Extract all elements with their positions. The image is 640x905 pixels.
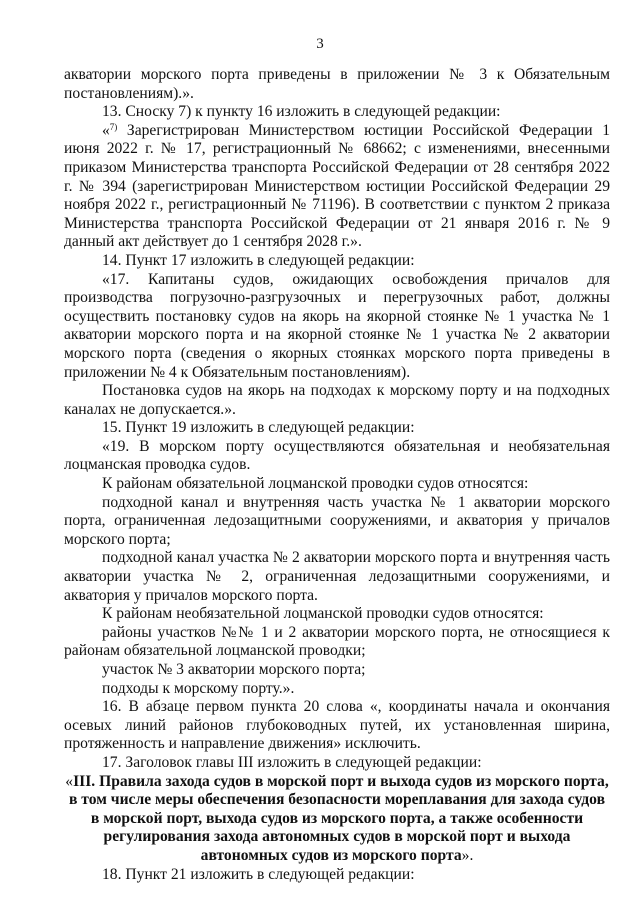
paragraph-item-17: 17. Заголовок главы III изложить в следующей редакции: <box>102 753 482 771</box>
paragraph-mandatory-area-2: подходной канал участка № 2 акватории морского порта и внутренняя часть акватории участка № 2, ограниченная ледозащитными сооружениями, и акватория у причалов морского порта. <box>64 549 610 604</box>
paragraph-item-14: 14. Пункт 17 изложить в следующей редакции: <box>102 251 415 269</box>
page-number: 3 <box>316 36 324 52</box>
paragraph-optional-area-3: подходы к морскому порту.». <box>102 679 295 697</box>
chapter-heading-text: III. Правила захода судов в морской порт и выхода судов из морского порта, в том числе меры обеспечения безопасности мореплавания для захода судов в морской порт, выхода судов из морского порта, а также особенности регулирования захода автономных судов в морской порт и выхода автономных судов из морского порта <box>68 772 609 864</box>
chapter-heading-close-quote: ». <box>461 846 474 864</box>
paragraph-point-17: «17. Капитаны судов, ожидающих освобождения причалов для производства погрузочно-разгрузочных и перегрузочных работ, должны осуществить постановку судов на якорь на якорной стоянке № 1 участка № 1 акватории морского порта и на якорной стоянке № 1 участка № 2 акватории морского порта (сведения о якорных стоянках морского порта приведены в приложении № 4 к Обязательным постановлениям). <box>64 270 610 381</box>
paragraph-optional-area-1: районы участков №№ 1 и 2 акватории морского порта, не относящиеся к районам обязательной лоцманской проводки; <box>64 623 610 660</box>
chapter-heading-open-quote: « <box>65 772 74 790</box>
paragraph-mandatory-area-1: подходной канал и внутренняя часть участка № 1 акватории морского порта, ограниченная ледозащитными сооружениями, и акватория у причалов морского порта; <box>64 493 610 548</box>
paragraph-mandatory-pilotage-intro: К районам обязательной лоцманской проводки судов относятся: <box>102 475 529 493</box>
chapter-heading <box>64 773 610 866</box>
paragraph-item-13: 13. Сноску 7) к пункту 16 изложить в следующей редакции: <box>102 103 501 121</box>
paragraph-item-16: 16. В абзаце первом пункта 20 слова «, координаты начала и окончания осевых линий районов глубоководных путей, их установленная ширина, протяженность и направление движения» исключить. <box>64 698 610 753</box>
paragraph-optional-area-2: участок № 3 акватории морского порта; <box>102 661 366 678</box>
paragraph-item-15: 15. Пункт 19 изложить в следующей редакции: <box>102 419 415 437</box>
footnote-open-quote: « <box>102 121 110 139</box>
paragraph-continuation: акватории морского порта приведены в приложении № 3 к Обязательным постановлениям).». <box>64 66 610 102</box>
paragraph-footnote-7 <box>64 122 610 252</box>
paragraph-anchoring-prohibition: Постановка судов на якорь на подходах к морскому порту и на подходных каналах не допускается.». <box>64 382 610 418</box>
paragraph-point-19: «19. В морском порту осуществляются обязательная и необязательная лоцманская проводка судов. <box>64 437 610 474</box>
document-body <box>64 66 610 884</box>
paragraph-optional-pilotage-intro: К районам необязательной лоцманской проводки судов относятся: <box>102 605 544 623</box>
paragraph-item-18: 18. Пункт 21 изложить в следующей редакции: <box>102 865 415 883</box>
footnote-text: Зарегистрирован Министерством юстиции Российской Федерации 1 июня 2022 г. № 17, регистрационный № 68662; с изменениями, внесенными приказом Министерства транспорта Российской Федерации от 28 сентября 2022 г. № 394 (зарегистрирован Министерством юстиции Российской Федерации 29 ноября 2022 г., регистрационный № 71196). В соответствии с пунктом 2 приказа Министерства транспорта Российской Федерации от 21 января 2016 г. № 9 данный акт действует до 1 сентября 2028 г.». <box>64 121 610 251</box>
footnote-marker: 7) <box>109 121 118 132</box>
